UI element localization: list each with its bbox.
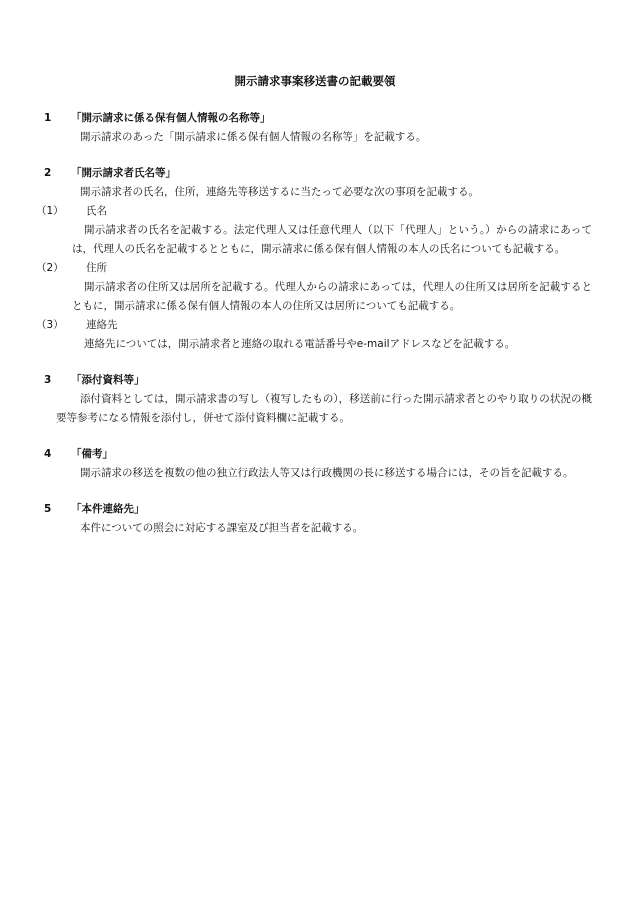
subitem-heading (36, 316, 592, 335)
subitem-body: 連絡先については，開示請求者と連絡の取れる電話番号やe-mailアドレスなどを記載する。 (84, 338, 516, 350)
section-heading (44, 109, 592, 128)
section-number: 2 (44, 167, 52, 179)
section-title: 「備考」 (71, 448, 113, 460)
section-title: 「開示請求に係る保有個人情報の名称等」 (71, 112, 271, 124)
subitem-label: 住所 (86, 262, 107, 274)
subitem-body: 開示請求者の住所又は居所を記載する。代理人からの請求にあっては，代理人の住所又は居所を記載するとともに，開示請求に係る保有個人情報の本人の住所又は居所についても記載する。 (72, 281, 592, 312)
subitem-contact (36, 316, 592, 354)
section-body: 開示請求のあった「開示請求に係る保有個人情報の名称等」を記載する。 (80, 131, 427, 143)
section-title: 「本件連絡先」 (71, 503, 145, 515)
section-title: 「添付資料等」 (71, 374, 145, 386)
section-body: 開示請求の移送を複数の他の独立行政法人等又は行政機関の長に移送する場合には，その旨を記載する。 (80, 467, 574, 479)
section-2 (36, 164, 592, 354)
section-number: 5 (44, 503, 52, 515)
subitem-heading (36, 259, 592, 278)
section-heading (44, 500, 592, 519)
section-heading (44, 445, 592, 464)
document-content (36, 109, 592, 555)
section-4 (44, 445, 592, 483)
subitem-number: （2） (36, 262, 64, 274)
subitem-number: （1） (36, 205, 64, 217)
subitem-name (36, 202, 592, 259)
subitem-address (36, 259, 592, 316)
section-number: 1 (44, 112, 52, 124)
subitem-heading (36, 202, 592, 221)
section-number: 3 (44, 374, 52, 386)
section-heading (44, 371, 592, 390)
section-title: 「開示請求者氏名等」 (71, 167, 176, 179)
section-1 (44, 109, 592, 147)
section-number: 4 (44, 448, 52, 460)
section-body: 添付資料としては，開示請求書の写し（複写したもの），移送前に行った開示請求者とのやり取りの状況の概要等参考になる情報を添付し，併せて添付資料欄に記載する。 (56, 393, 592, 424)
subitem-number: （3） (36, 319, 64, 331)
section-5 (44, 500, 592, 538)
section-3 (44, 371, 592, 428)
section-body: 本件についての照会に対応する課室及び担当者を記載する。 (80, 522, 364, 534)
subitem-body: 開示請求者の氏名を記載する。法定代理人又は任意代理人（以下「代理人」という。）からの請求にあっては，代理人の氏名を記載するとともに，開示請求に係る保有個人情報の本人の氏名についても記載する。 (72, 224, 592, 255)
subitem-label: 氏名 (86, 205, 107, 217)
subitem-label: 連絡先 (86, 319, 118, 331)
section-heading (44, 164, 592, 183)
document-title: 開示請求事案移送書の記載要領 (234, 74, 396, 88)
section-body: 開示請求者の氏名，住所，連絡先等移送するに当たって必要な次の事項を記載する。 (80, 186, 479, 198)
